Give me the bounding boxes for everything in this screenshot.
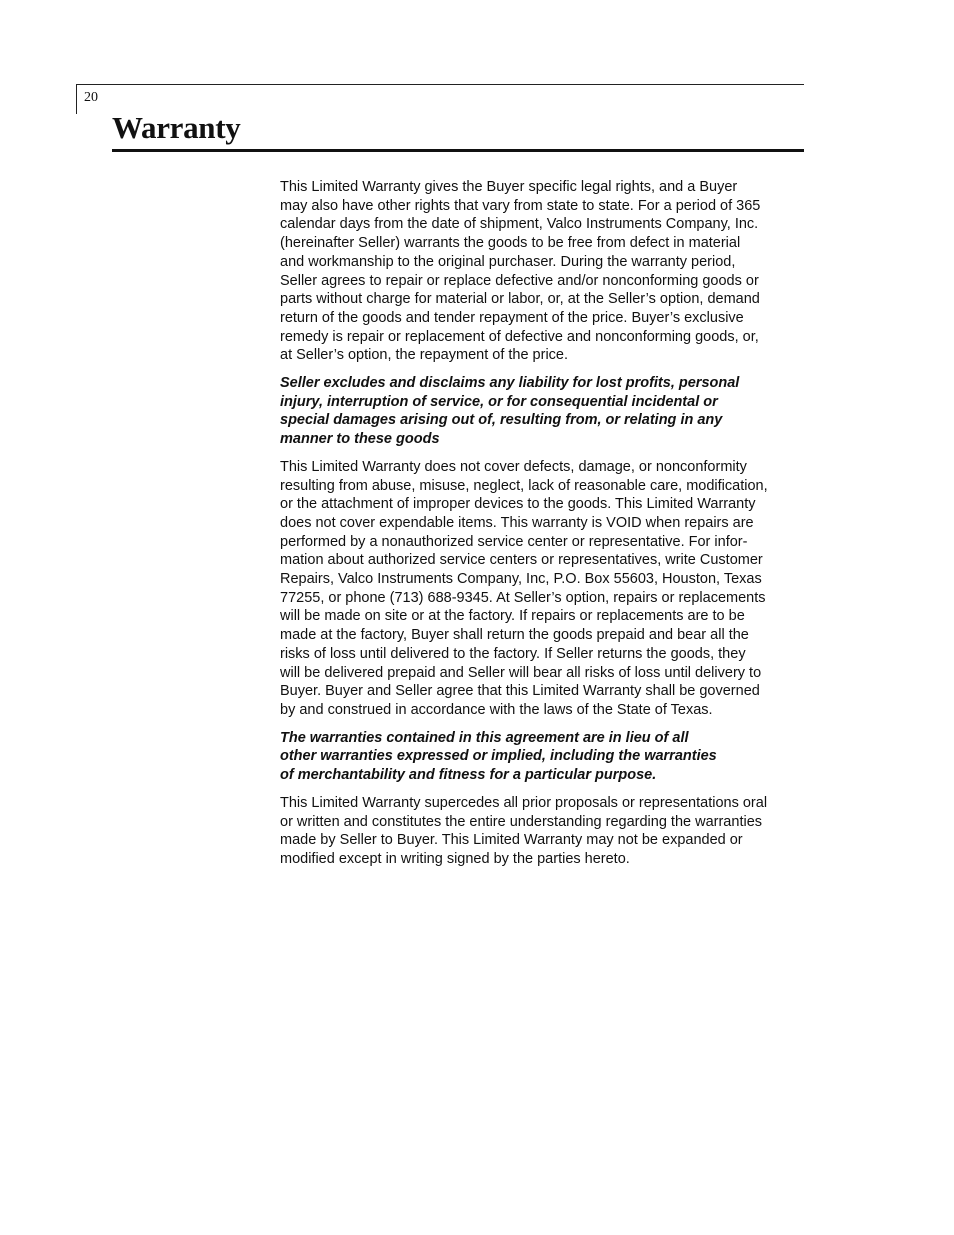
text-line: does not cover expendable items. This warranty is VOID when repairs are bbox=[280, 514, 754, 531]
text-line: The warranties contained in this agreement are in lieu of all bbox=[280, 729, 689, 746]
header-rule bbox=[76, 84, 804, 85]
text-line: injury, interruption of service, or for consequential incidental or bbox=[280, 393, 718, 410]
text-line: made by Seller to Buyer. This Limited Warranty may not be expanded or bbox=[280, 832, 743, 849]
text-line: or the attachment of improper devices to the goods. This Limited Warranty bbox=[280, 496, 756, 513]
text-line: This Limited Warranty does not cover defects, damage, or nonconformity bbox=[280, 458, 747, 475]
text-line: calendar days from the date of shipment, Valco Instruments Company, Inc. bbox=[280, 216, 759, 233]
title-underline bbox=[112, 149, 804, 152]
text-line: resulting from abuse, misuse, neglect, lack of reasonable care, modification, bbox=[280, 477, 768, 494]
text-line: This Limited Warranty gives the Buyer specific legal rights, and a Buyer bbox=[280, 179, 738, 195]
text-line: Repairs, Valco Instruments Company, Inc, P.O. Box 55603, Houston, Texas bbox=[280, 571, 762, 588]
warranty-disclaimer-liability bbox=[280, 374, 808, 449]
text-line: modified except in writing signed by the parties hereto. bbox=[280, 850, 630, 867]
text-line: and workmanship to the original purchaser. During the warranty period, bbox=[280, 253, 736, 270]
text-line: by and construed in accordance with the laws of the State of Texas. bbox=[280, 701, 713, 718]
text-line: made at the factory, Buyer shall return the goods prepaid and bear all the bbox=[280, 627, 749, 644]
text-line: Buyer. Buyer and Seller agree that this Limited Warranty shall be governed bbox=[280, 683, 760, 700]
warranty-disclaimer-implied bbox=[280, 729, 808, 785]
text-line: or written and constitutes the entire understanding regarding the warranties bbox=[280, 813, 763, 830]
text-line: may also have other rights that vary from state to state. For a period of 365 bbox=[280, 197, 761, 214]
text-line: performed by a nonauthorized service center or representative. For infor- bbox=[280, 533, 748, 550]
page-title: Warranty bbox=[112, 110, 241, 145]
text-line: 77255, or phone (713) 688-9345. At Seller’s option, repairs or replacements bbox=[280, 589, 766, 606]
text-line: other warranties expressed or implied, including the warranties bbox=[280, 748, 717, 765]
text-line: (hereinafter Seller) warrants the goods to be free from defect in material bbox=[280, 235, 741, 252]
text-line: remedy is repair or replacement of defective and nonconforming goods, or, bbox=[280, 328, 759, 345]
warranty-paragraph-entire-agreement bbox=[280, 794, 808, 869]
text-line: risks of loss until delivered to the factory. If Seller returns the goods, they bbox=[280, 645, 746, 662]
text-line: of merchantability and fitness for a particular purpose. bbox=[280, 767, 657, 784]
warranty-paragraph-coverage bbox=[280, 178, 808, 365]
text-line: at Seller’s option, the repayment of the price. bbox=[280, 347, 569, 364]
text-line: will be made on site or at the factory. If repairs or replacements are to be bbox=[280, 608, 745, 625]
text-line: manner to these goods bbox=[280, 431, 440, 448]
text-line: Seller excludes and disclaims any liability for lost profits, personal bbox=[280, 375, 740, 392]
text-line: Seller agrees to repair or replace defective and/or nonconforming goods or bbox=[280, 272, 759, 289]
text-line: mation about authorized service centers or representatives, write Customer bbox=[280, 552, 763, 569]
warranty-text-column bbox=[280, 178, 808, 878]
warranty-paragraph-exclusions bbox=[280, 458, 808, 720]
text-line: parts without charge for material or labor, or, at the Seller’s option, demand bbox=[280, 291, 760, 308]
text-line: will be delivered prepaid and Seller will bear all risks of loss until delivery to bbox=[280, 664, 762, 681]
text-line: return of the goods and tender repayment of the price. Buyer’s exclusive bbox=[280, 309, 744, 326]
header-corner-tick bbox=[76, 84, 77, 114]
text-line: special damages arising out of, resulting from, or relating in any bbox=[280, 412, 723, 429]
page-number: 20 bbox=[84, 90, 98, 105]
text-line: This Limited Warranty supercedes all prior proposals or representations oral bbox=[280, 794, 768, 811]
